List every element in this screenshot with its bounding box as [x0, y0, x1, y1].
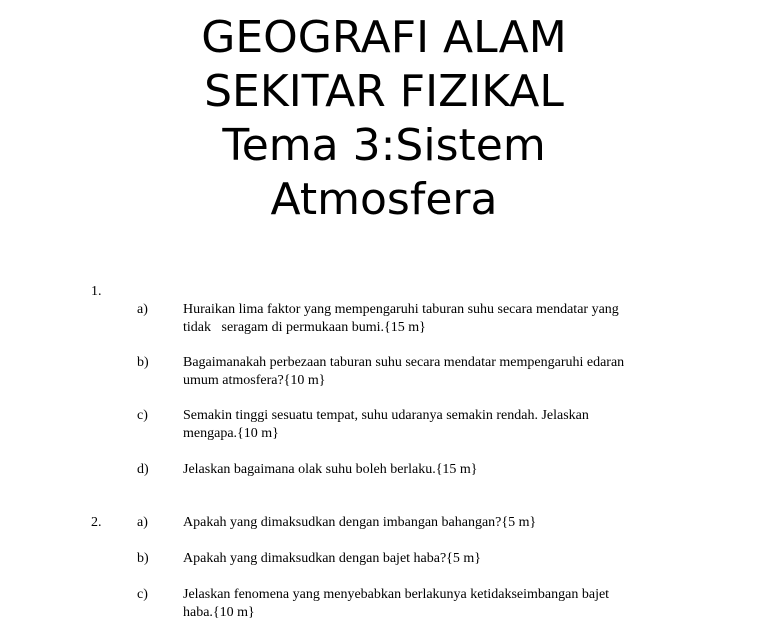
question-2c-line-1: Jelaskan fenomena yang menyebabkan berlakunya ketidakseimbangan bajet: [183, 587, 610, 602]
question-2c-text: [183, 586, 683, 622]
question-2b-line-1: Apakah yang dimaksudkan dengan bajet haba?{5 m}: [183, 551, 482, 566]
question-1-number: 1.: [91, 284, 102, 299]
question-2c-label: c): [137, 587, 148, 602]
title-line-1: GEOGRAFI ALAM: [201, 12, 567, 63]
question-2a-text: [183, 514, 683, 532]
question-1a-text: [183, 301, 683, 337]
title-line-3: Tema 3:Sistem: [222, 120, 546, 171]
question-1a-line-2: tidak seragam di permukaan bumi.{15 m}: [183, 320, 426, 335]
question-1a-label: a): [137, 302, 148, 317]
question-1b-text: [183, 354, 683, 390]
question-2b-label: b): [137, 551, 149, 566]
question-1d-text: [183, 461, 683, 479]
title-line-4: Atmosfera: [270, 174, 498, 225]
question-1a-line-1: Huraikan lima faktor yang mempengaruhi taburan suhu secara mendatar yang: [183, 302, 619, 317]
question-1c-line-2: mengapa.{10 m}: [183, 426, 279, 441]
question-2c-line-2: haba.{10 m}: [183, 605, 255, 620]
question-1d-line-1: Jelaskan bagaimana olak suhu boleh berlaku.{15 m}: [183, 462, 478, 477]
question-1c-label: c): [137, 408, 148, 423]
title-line-2: SEKITAR FIZIKAL: [204, 66, 564, 117]
question-2a-line-1: Apakah yang dimaksudkan dengan imbangan bahangan?{5 m}: [183, 515, 537, 530]
question-2b-text: [183, 550, 683, 568]
document-title: [0, 11, 768, 227]
question-1c-text: [183, 407, 683, 443]
question-2a-label: a): [137, 515, 148, 530]
question-1b-line-1: Bagaimanakah perbezaan taburan suhu secara mendatar mempengaruhi edaran: [183, 355, 625, 370]
question-1c-line-1: Semakin tinggi sesuatu tempat, suhu udaranya semakin rendah. Jelaskan: [183, 408, 589, 423]
question-1b-line-2: umum atmosfera?{10 m}: [183, 373, 326, 388]
question-1b-label: b): [137, 355, 149, 370]
question-2-number: 2.: [91, 515, 102, 530]
question-1d-label: d): [137, 462, 149, 477]
